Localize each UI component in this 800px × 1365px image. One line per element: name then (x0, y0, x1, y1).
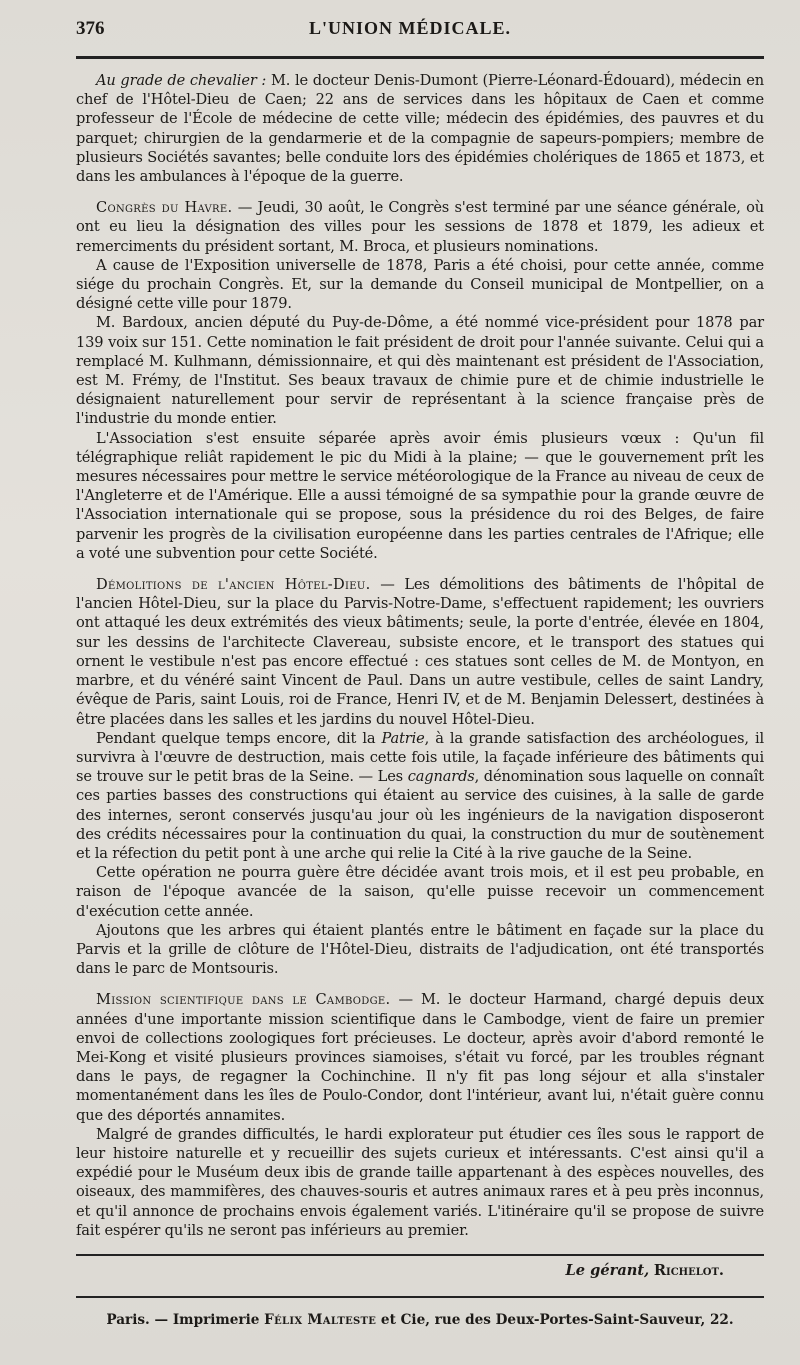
imprint-prefix: Paris. — Imprimerie (106, 1311, 265, 1328)
chevalier-lead: Au grade de chevalier : (96, 72, 267, 89)
demolitions-paragraph-3: Cette opération ne pourra guère être décidée avant trois mois, et il est peu probable, en raison de l'époque avancée de la saison, qu'elle puisse recevoir un commencement d'exécution cette année. (76, 864, 764, 920)
imprint-suffix: et Cie, rue des Deux-Portes-Saint-Sauveur, 22. (376, 1311, 734, 1328)
printer-imprint (76, 1312, 764, 1328)
havre-paragraph-1 (76, 198, 764, 256)
signature-line (76, 1254, 764, 1284)
imprint-printer: Félix Malteste (264, 1311, 377, 1328)
signature-name: Richelot. (653, 1261, 724, 1279)
havre-paragraph-3: M. Bardoux, ancien député du Puy-de-Dôme, a été nommé vice-président pour 1878 par 139 voix sur 151. Cette nomination le fait président de droit pour l'année suivante. Celui qui a remplacé M. Kulhmann, démissionnaire, et qui dès maintenant est président de l'Association, est M. Frémy, de l'Institut. Ses beaux travaux de chimie pure et de chimie industrielle le désignaient naturellement pour servir de représentant à la science française près de l'industrie du monde entier. (76, 314, 764, 428)
havre-heading: Congrès du Havre. (96, 199, 233, 217)
demolitions-p2-cagnards: cagnards (407, 768, 475, 786)
header-rule (76, 56, 764, 59)
demolitions-p2-end: , dénomination sous laquelle on connaît ces parties basses des constructions qui étaient au service des cuisines, à la salle de garde des internes, seront conservés jusqu'au jour où les ingénieurs de la navigation disposeront des crédits nécessaires pour la continuation du quai, la construction du mur de soutènement et la réfection du petit pont à une arche qui relie la Cité à la rive gauche de la Seine. (76, 768, 765, 862)
demolitions-p2-mid: , à la grande satisfaction des archéologues, il survivra à l'œuvre de destruction, mais cette fois utile, la façade inférieure des bâtiments qui se trouve sur le petit bras de la Seine. — Les (76, 729, 764, 786)
page-header (76, 18, 764, 48)
running-title: L'UNION MÉDICALE. (308, 18, 512, 38)
havre-paragraph-2: A cause de l'Exposition universelle de 1878, Paris a été choisi, pour cette année, comme siége du prochain Congrès. Et, sur la demande du Conseil municipal de Montpellier, on a désigné cette ville pour 1879. (76, 256, 764, 313)
demolitions-paragraph-4: Ajoutons que les arbres qui étaient plantés entre le bâtiment en façade sur la place du Parvis et la grille de clôture de l'Hôtel-Dieu, distraits de l'adjudication, ont été transportés dans le parc de Montsouris. (76, 921, 764, 978)
demolitions-p2-start: Pendant quelque temps encore, dit la (96, 729, 382, 747)
demolitions-heading: Démolitions de l'ancien Hôtel-Dieu. (96, 576, 371, 594)
footer-rule (76, 1296, 764, 1298)
cambodge-paragraph-1 (76, 990, 764, 1124)
signature-label: Le gérant, (565, 1261, 650, 1279)
chevalier-text: M. le docteur Denis-Dumont (Pierre-Léonard-Édouard), médecin en chef de l'Hôtel-Dieu de Caen; 22 ans de services dans les hôpitaux de Caen et comme professeur de l'École de médecine de cette ville; médecin des épidémies, des pauvres et du parquet; chirurgien de la gendarmerie et de la compagnie de sapeurs-pompiers; membre de plusieurs Sociétés savantes; belle conduite lors des épidémies cholériques de 1865 et 1873, et dans les ambulances à l'époque de la guerre. (76, 72, 764, 186)
page-number: 376 (76, 18, 105, 39)
havre-text-1: — Jeudi, 30 août, le Congrès s'est terminé par une séance générale, où ont eu lieu la désignation des villes pour les sessions de 1878 et 1879, les adieux et remerciments du président sortant, M. Broca, et plusieurs nominations. (76, 199, 764, 255)
demolitions-text-1: — Les démolitions des bâtiments de l'hôpital de l'ancien Hôtel-Dieu, sur la place du Parvis-Notre-Dame, s'effectuent rapidement; les ouvriers ont attaqué les deux extrémités des vieux bâtiments; seule, la porte d'entrée, élevée en 1804, sur les dessins de l'architecte Clavereau, subsiste encore, et le transport des statues qui ornent le vestibule n'est pas encore effectué : ces statues sont celles de M. de Montyon, en marbre, et du vénéré saint Vincent de Paul. Dans un autre vestibule, celles de saint Landry, évêque de Paris, saint Louis, roi de France, Henri IV, et de M. Benjamin Delessert, destinées à être placées dans les salles et les jardins du nouvel Hôtel-Dieu. (76, 576, 764, 728)
demolitions-p2-patrie: Patrie (381, 729, 425, 747)
demolitions-paragraph-2 (76, 729, 764, 863)
demolitions-paragraph-1 (76, 575, 764, 729)
cambodge-text-1: — M. le docteur Harmand, chargé depuis deux années d'une importante mission scientifique dans le Cambodge, vient de faire un premier envoi de collections zoologiques fort précieuses. Le docteur, après avoir d'abord remonté le Mei-Kong et visité plusieurs provinces siamoises, s'était vu forcé, par les troubles régnant dans le pays, de regagner la Cochinchine. Il n'y fit pas long séjour et alla s'instaler momentanément dans les îles de Poulo-Condor, dont l'intérieur, avant lui, n'était guère connu que des déportés annamites. (76, 991, 764, 1124)
cambodge-heading: Mission scientifique dans le Cambodge. (96, 991, 391, 1009)
havre-paragraph-4: L'Association s'est ensuite séparée après avoir émis plusieurs vœux : Qu'un fil télégraphique reliât rapidement le pic du Midi à la plaine; — que le gouvernement prît les mesures nécessaires pour mettre le service météorologique de la France au niveau de ceux de l'Angleterre et de l'Amérique. Elle a aussi témoigné de sa sympathie pour la grande œuvre de l'Association internationale qui se propose, sous la présidence du roi des Belges, de faire parvenir les progrès de la civilisation européenne dans les parties centrales de l'Afrique; elle a voté une subvention pour cette Société. (76, 429, 764, 562)
cambodge-paragraph-2: Malgré de grandes difficultés, le hardi explorateur put étudier ces îles sous le rapport de leur histoire naturelle et y recueillir des sujets curieux et intéressants. C'est ainsi qu'il a expédié pour le Muséum deux ibis de grande taille appartenant à des espèces nouvelles, des oiseaux, des mammifères, des chauves-souris et autres animaux rares et à peu près inconnus, et qu'il annonce de prochains envois également variés. L'itinéraire qu'il se propose de suivre fait espérer qu'ils ne seront pas inférieurs au premier. (76, 1125, 764, 1239)
article-body (76, 71, 764, 1240)
chevalier-paragraph (76, 71, 764, 186)
